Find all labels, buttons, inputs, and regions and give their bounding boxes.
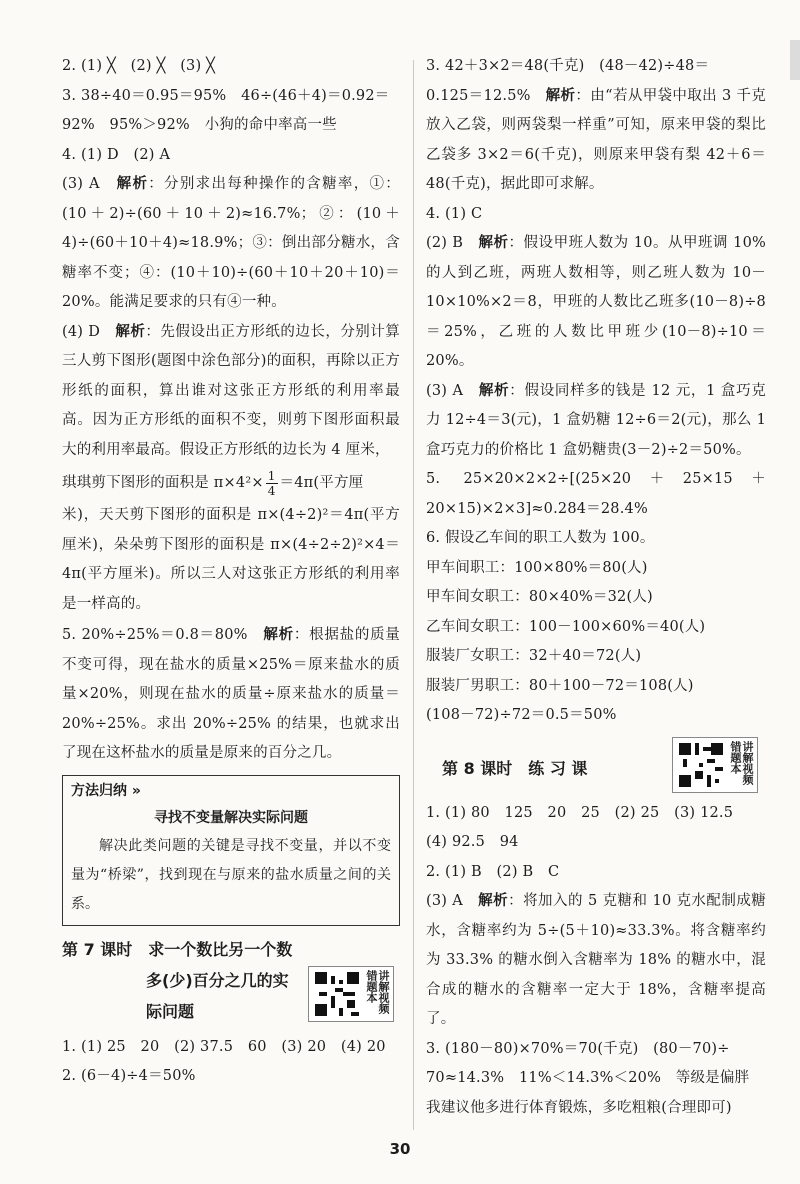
lesson-7-answer-1: 1. (1) 25 20 (2) 37.5 60 (3) 20 (4) 20 (62, 1038, 386, 1055)
right-column (426, 52, 766, 1123)
analysis-keyword: 解析 (116, 176, 149, 192)
answer-r6: 6. 假设乙车间的职工人数为 100。 (426, 530, 655, 546)
answer-2: 2. (1) ╳ (2) ╳ (3) ╳ (62, 58, 216, 74)
analysis-keyword: 解析 (478, 382, 510, 399)
answer-4-4 (62, 318, 400, 466)
answer-r4: 4. (1) C (426, 205, 483, 222)
analysis-keyword: 解析 (478, 235, 509, 251)
method-summary-box (62, 775, 400, 926)
analysis-keyword: 解析 (115, 323, 146, 340)
answer-5 (62, 621, 400, 769)
column-divider (413, 60, 414, 1130)
lesson-8-answer-3-line2: 70≈14.3% 11%＜14.3%＜20% 等级是偏胖 (426, 1070, 750, 1086)
qr-code-box[interactable] (308, 966, 394, 1022)
method-summary-tag: 方法归纳 » (71, 782, 141, 799)
qr-code-box[interactable] (672, 737, 758, 793)
answer-label: (3) A (426, 382, 479, 399)
formula-line (62, 465, 400, 501)
answer-label: (2) B (426, 235, 479, 251)
fraction-denominator: 4 (267, 483, 276, 498)
analysis-text: ：假设甲班人数为 10。从甲班调 10%的人到乙班，两班人数相等，则乙班人数为 10－10×10%×2＝8，甲班的人数比乙班多(10－8)÷8＝25%，乙班的人数比甲班少(10－8)÷10＝20%。 (426, 235, 766, 369)
lesson-8-answer-3-line1: 3. (180－80)×70%＝70(千克) (80－70)÷ (426, 1040, 730, 1057)
answer-3-line2: 92% 95%＞92% 小狗的命中率高一些 (62, 117, 337, 133)
answer-r6-step4: 服装厂女职工：32＋40＝72(人) (426, 648, 642, 664)
answer-r6-step3: 乙车间女职工：100－100×60%＝40(人) (426, 618, 706, 635)
analysis-text: ：由“若从甲袋中取出 3 千克放入乙袋，则两袋梨一样重”可知，原来甲袋的梨比乙袋多 3×2＝6(千克)，则原来甲袋有梨 42＋6＝48(千克)，据此即可求解。 (426, 87, 767, 192)
page-number: 30 (389, 1140, 411, 1158)
answer-4: 4. (1) D (2) A (62, 146, 171, 163)
answer-r4-3 (426, 377, 766, 466)
lesson-7-title-line3: 际问题 (146, 1001, 195, 1021)
lesson-8-answer-1b: (4) 92.5 94 (426, 834, 519, 850)
answer-3-line1: 3. 38÷40＝0.95＝95% 46÷(46＋4)＝0.92＝ (62, 87, 390, 104)
qr-code-icon (679, 743, 723, 787)
answer-r6-step1: 甲车间职工：100×80%＝80(人) (426, 559, 648, 576)
analysis-text: ：分别求出每种操作的含糖率，①：(10＋2)÷(60＋10＋2)≈16.7%；②：(10＋4)÷(60＋10＋4)≈18.9%；③：倒出部分糖水，含糖率不变；④：(10＋10)÷(60＋10＋20＋10)＝20%。能满足要求的只有④一种。 (62, 176, 400, 310)
answer-r3 (426, 82, 766, 200)
analysis-keyword: 解析 (263, 627, 294, 643)
analysis-text: ：先假设出正方形纸的边长，分别计算三人剪下图形(题图中涂色部分)的面积，再除以正方形纸的面积，算出谁对这张正方形纸的利用率最高。因为正方形纸的面积不变，则剪下图形面积最大的利用率最高。假设正方形纸的边长为 4 厘米， (62, 323, 400, 458)
answer-r4-2 (426, 229, 766, 377)
analysis-text: ：假设同样多的钱是 12 元，1 盒巧克力 12÷4＝3(元)，1 盒奶糖 12÷6＝2(元)，那么 1 盒巧克力的价格比 1 盒奶糖贵(3－2)÷2＝50%。 (426, 382, 766, 458)
lesson-8-answer-2: 2. (1) B (2) B C (426, 863, 560, 880)
answer-label: (3) A (426, 893, 479, 909)
answer-r5: 5. 25×20×2×2÷[(25×20＋25×15＋20×15)×2×3]≈0.284＝28.4% (426, 471, 766, 517)
lesson-7-heading (62, 934, 400, 1027)
fraction (266, 469, 278, 498)
answer-4-3 (62, 170, 400, 318)
lesson-8-answer-2-3 (426, 887, 766, 1035)
analysis-text: ：将加入的 5 克糖和 10 克水配制成糖水，含糖率约为 5÷(5＋10)≈33.3%。将含糖率约为 33.3% 的糖水倒入含糖率为 18% 的糖水中，混合成的糖水的含糖率一定大于 18%，含糖率提高了。 (426, 893, 767, 1027)
answer-label: 0.125＝12.5% (426, 87, 546, 104)
answer-label: 5. 20%÷25%＝0.8＝80% (62, 627, 264, 643)
lesson-8-heading (426, 737, 766, 799)
lesson-7-answer-2: 2. (6－4)÷4＝50% (62, 1068, 196, 1084)
qr-code-icon (315, 972, 359, 1016)
answer-label: (4) D (62, 323, 116, 340)
lesson-8-title: 第 8 课时 练 习 课 (442, 758, 588, 778)
answer-r6-step2: 甲车间女职工：80×40%＝32(人) (426, 589, 653, 605)
analysis-keyword: 解析 (545, 87, 576, 104)
answer-r6-step5: 服装厂男职工：80＋100－72＝108(人) (426, 677, 694, 694)
qr-label: 讲解视频 错题本 (365, 969, 390, 1014)
formula-text: ＝4π(平方厘 (279, 475, 364, 491)
lesson-7-title-line2: 多(少)百分之几的实 (146, 970, 289, 990)
analysis-text: ：根据盐的质量不变可得，现在盐水的质量×25%＝原来盐水的质量×20%，则现在盐水的质量÷原来盐水的质量＝20%÷25%。求出 20%÷25% 的结果，也就求出了现在这杯盐水的质量是原来的百分之几。 (62, 627, 401, 761)
answer-4-4-rest: 米)，天天剪下图形的面积是 π×(4÷2)²＝4π(平方厘米)，朵朵剪下图形的面积是 π×(4÷2÷2)²×4＝4π(平方厘米)。所以三人对这张正方形纸的利用率是一样高的。 (62, 507, 400, 612)
method-summary-title: 寻找不变量解决实际问题 (154, 809, 308, 826)
analysis-keyword: 解析 (478, 893, 509, 909)
method-summary-text: 解决此类问题的关键是寻找不变量，并以不变量为“桥梁”，找到现在与原来的盐水质量之间的关系。 (71, 837, 391, 912)
page-edge-tab (790, 40, 800, 80)
left-column (62, 52, 400, 1092)
lesson-8-answer-3-line3: 我建议他多进行体育锻炼，多吃粗粮(合理即可) (426, 1099, 732, 1116)
answer-label: (3) A (62, 176, 117, 192)
formula-text: 琪琪剪下图形的面积是 π×4²× (62, 475, 264, 491)
lesson-8-answer-1: 1. (1) 80 125 20 25 (2) 25 (3) 12.5 (426, 804, 734, 821)
answer-r6-step6: (108－72)÷72＝0.5＝50% (426, 707, 617, 723)
lesson-7-title-line1: 第 7 课时 求一个数比另一个数 (62, 939, 293, 959)
answer-r3-line1: 3. 42＋3×2＝48(千克) (48－42)÷48＝ (426, 58, 710, 74)
fraction-numerator: 1 (267, 468, 276, 483)
qr-label: 讲解视频 错题本 (729, 740, 754, 785)
